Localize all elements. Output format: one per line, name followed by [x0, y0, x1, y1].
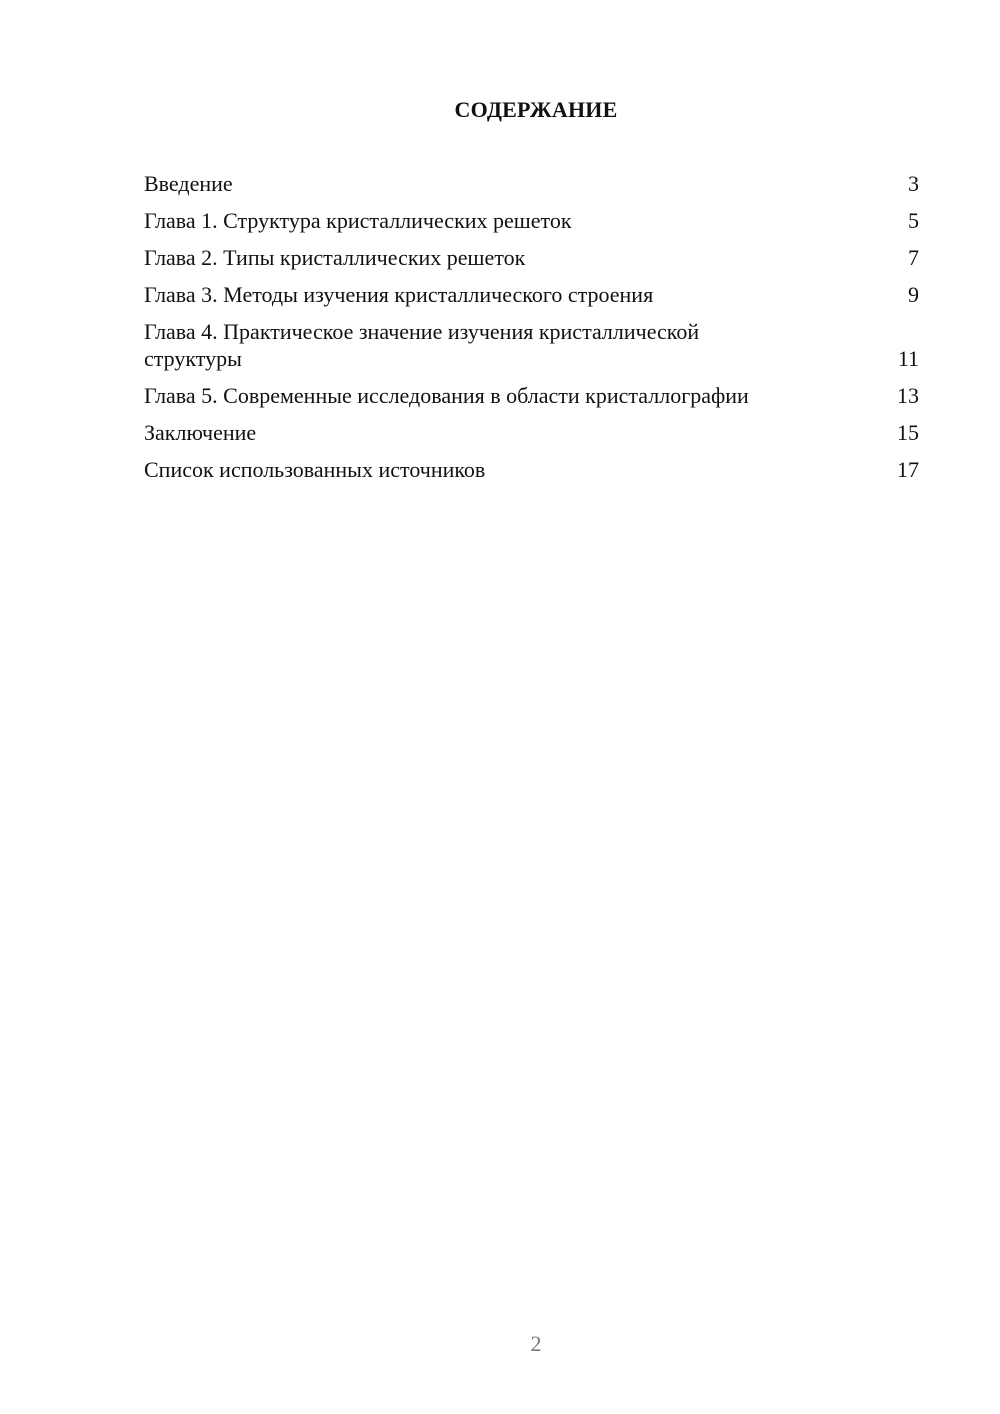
- page-number: 2: [530, 1331, 542, 1356]
- toc-entry-title: Глава 2. Типы кристаллических решеток: [144, 245, 526, 270]
- toc-entry: [144, 244, 919, 271]
- toc-entry-page: 5: [908, 208, 919, 233]
- toc-entry-page: 13: [897, 383, 919, 408]
- toc-entry-page: 3: [908, 171, 919, 196]
- toc-entry-page: 11: [897, 346, 919, 371]
- toc-entry-page: 9: [908, 282, 919, 307]
- toc-entry-title: Введение: [144, 171, 233, 196]
- toc-entry: [144, 419, 919, 446]
- toc-entry-page: 7: [908, 245, 919, 270]
- table-of-contents: [144, 170, 919, 493]
- toc-entry-page: 17: [897, 457, 919, 482]
- toc-entry-title: Глава 3. Методы изучения кристаллического строения: [144, 282, 654, 307]
- toc-entry-title: Глава 1. Структура кристаллических решеток: [144, 208, 572, 233]
- toc-entry: [144, 318, 919, 372]
- toc-entry-page: 15: [897, 420, 919, 445]
- toc-entry-title: Заключение: [144, 420, 257, 445]
- toc-entry: [144, 170, 919, 197]
- toc-entry: [144, 207, 919, 234]
- toc-entry: [144, 281, 919, 308]
- toc-entry: [144, 382, 919, 409]
- toc-entry: [144, 456, 919, 483]
- page-title: СОДЕРЖАНИЕ: [454, 97, 618, 122]
- toc-entry-title: Глава 4. Практическое значение изучения кристаллической структуры: [144, 319, 700, 371]
- toc-entry-title: Глава 5. Современные исследования в области кристаллографии: [144, 383, 749, 408]
- toc-entry-title: Список использованных источников: [144, 457, 486, 482]
